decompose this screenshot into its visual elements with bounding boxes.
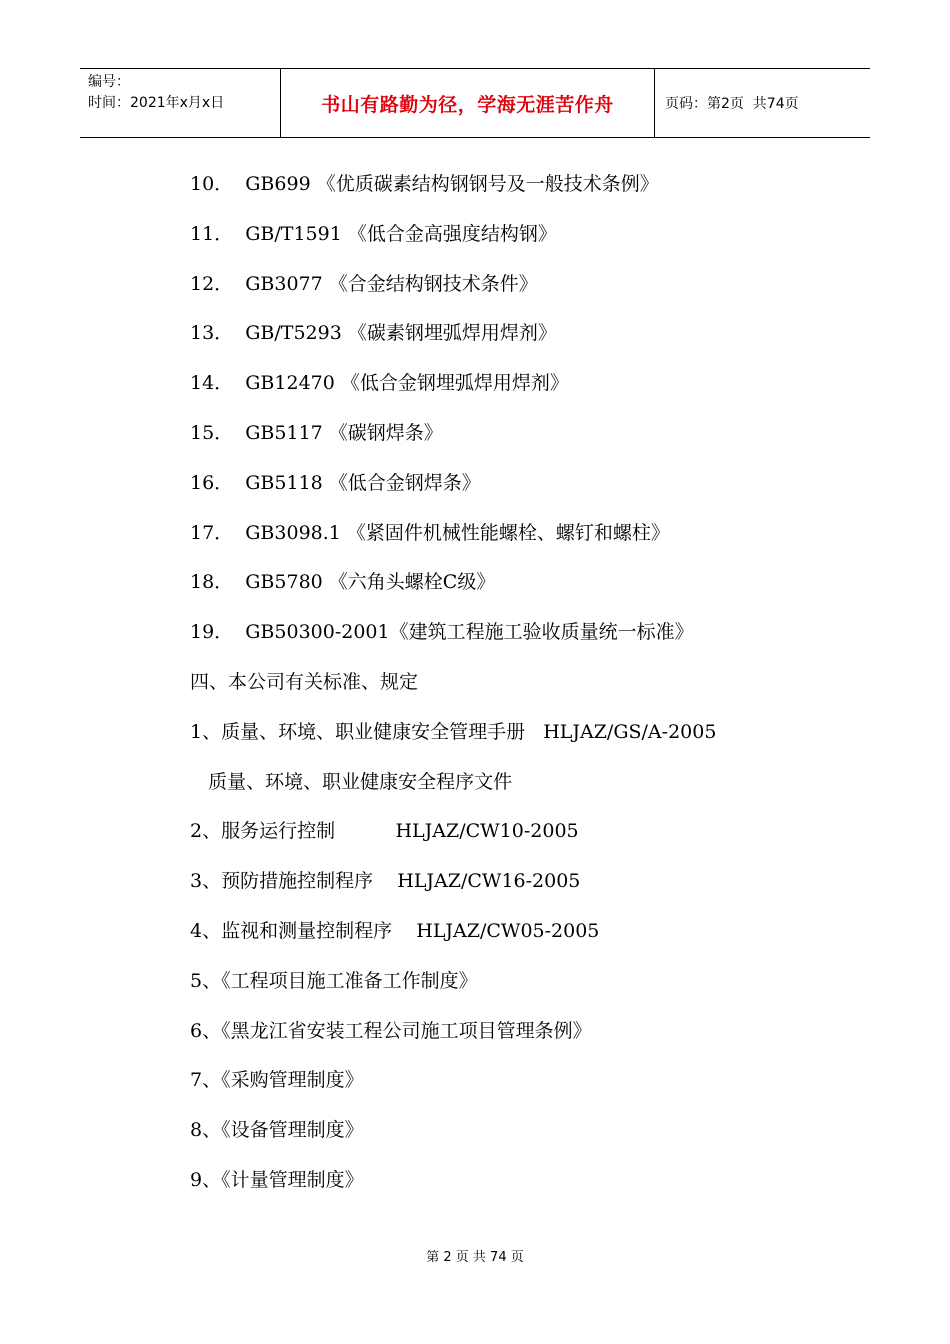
list-item: 11． GB/T1591 《低合金高强度结构钢》 (190, 222, 557, 245)
section-heading: 四、本公司有关标准、规定 (190, 670, 419, 693)
list-item: 质量、环境、职业健康安全程序文件 (190, 770, 513, 793)
list-item: 13． GB/T5293 《碳素钢埋弧焊用焊剂》 (190, 322, 557, 345)
list-item: 3、预防措施控制程序 HLJAZ/CW16-2005 (190, 870, 581, 893)
list-item: 14． GB12470 《低合金钢埋弧焊用焊剂》 (190, 372, 569, 395)
list-item: 8、《设备管理制度》 (190, 1119, 364, 1142)
list-item: 9、《计量管理制度》 (190, 1168, 364, 1191)
list-item: 17． GB3098.1 《紧固件机械性能螺栓、螺钉和螺柱》 (190, 521, 670, 544)
list-item: 12． GB3077 《合金结构钢技术条件》 (190, 272, 538, 295)
number-label: 编号： (88, 74, 130, 90)
header-meta (80, 69, 281, 137)
header-page-info: 页码：第2页 共74页 (665, 96, 799, 112)
list-item: 19． GB50300-2001《建筑工程施工验收质量统一标准》 (190, 621, 694, 644)
list-item: 16． GB5118 《低合金钢焊条》 (190, 471, 481, 494)
list-item: 4、监视和测量控制程序 HLJAZ/CW05-2005 (190, 919, 600, 942)
list-item: 10． GB699 《优质碳素结构钢钢号及一般技术条例》 (190, 173, 659, 195)
list-item: 6、《黑龙江省安装工程公司施工项目管理条例》 (190, 1019, 592, 1042)
list-item: 7、《采购管理制度》 (190, 1069, 364, 1092)
time-label: 时间：2021年x月x日 (88, 95, 225, 111)
list-item: 5、《工程项目施工准备工作制度》 (190, 969, 478, 992)
page-header (80, 68, 870, 138)
page-footer: 第 2 页 共 74 页 (426, 1250, 524, 1265)
list-item: 18． GB5780 《六角头螺栓C级》 (190, 571, 496, 594)
list-item: 1、质量、环境、职业健康安全管理手册 HLJAZ/GS/A-2005 (190, 720, 717, 743)
header-slogan: 书山有路勤为径，学海无涯苦作舟 (281, 69, 655, 137)
list-item: 15． GB5117 《碳钢焊条》 (190, 421, 443, 444)
list-item: 2、服务运行控制 HLJAZ/CW10-2005 (190, 820, 579, 843)
document-body (190, 168, 830, 1214)
